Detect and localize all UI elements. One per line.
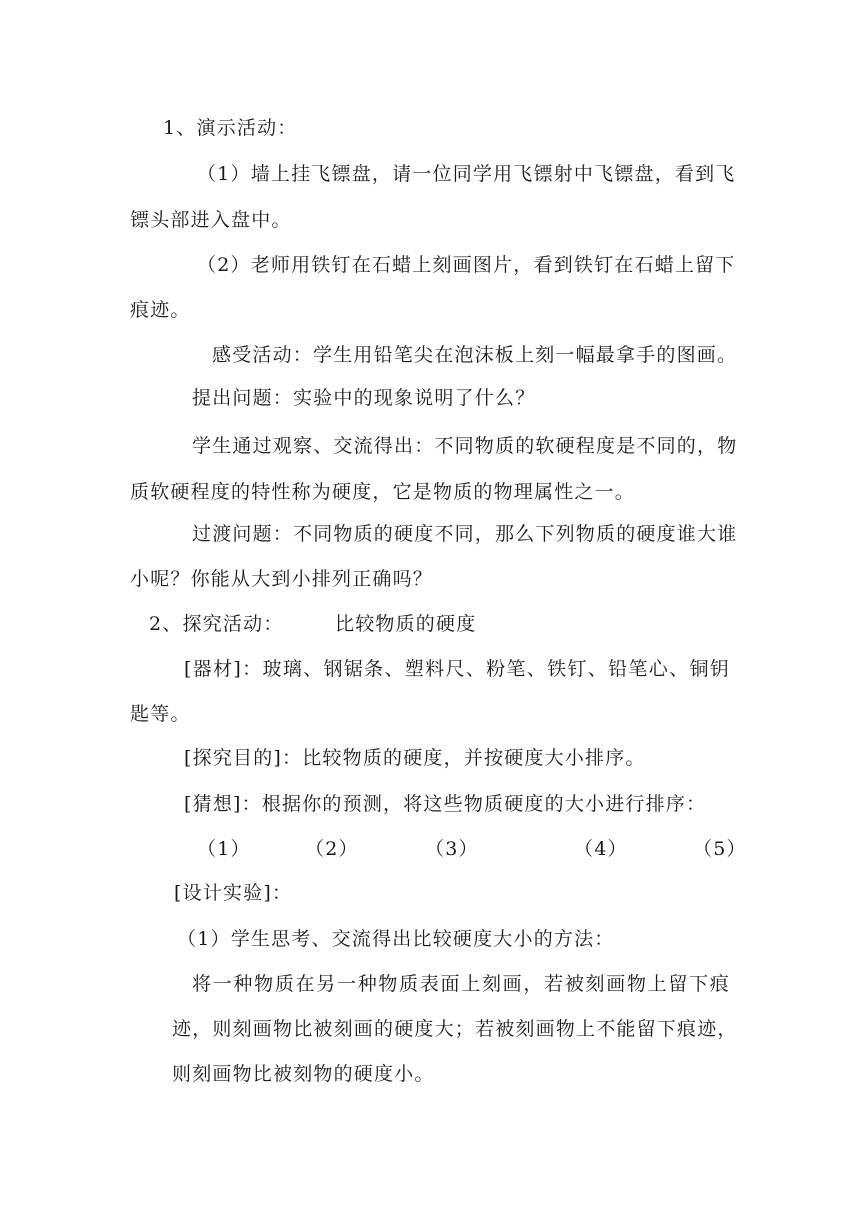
method-line-1: 将一种物质在另一种物质表面上刻画，若被刻画物上留下痕 — [192, 973, 730, 995]
section-1-title: 1、演示活动： — [163, 117, 298, 139]
rank-slot: （4） — [574, 838, 628, 860]
rank-slot: （3） — [425, 838, 479, 860]
demo-1-line-2: 镖头部进入盘中。 — [130, 209, 292, 231]
conclusion-line-2: 质软硬程度的特性称为硬度，它是物质的物理属性之一。 — [130, 481, 636, 503]
method-line-2: 迹，则刻画物比被刻画的硬度大；若被刻画物上不能留下痕迹， — [172, 1018, 738, 1040]
guess: [猜想]：根据你的预测，将这些物质硬度的大小进行排序： — [184, 793, 707, 815]
rank-slot: （5） — [693, 838, 747, 860]
conclusion-line-1: 学生通过观察、交流得出：不同物质的软硬程度是不同的，物 — [192, 435, 738, 457]
demo-2-line-1: （2）老师用铁钉在石蜡上刻画图片，看到铁钉在石蜡上留下 — [197, 254, 736, 276]
transition-line-1: 过渡问题：不同物质的硬度不同，那么下列物质的硬度谁大谁 — [192, 523, 738, 545]
rank-slot: （2） — [305, 838, 359, 860]
transition-line-2: 小呢？你能从大到小排列正确吗？ — [130, 568, 434, 590]
demo-1-line-1: （1）墙上挂飞镖盘，请一位同学用飞镖射中飞镖盘，看到飞 — [197, 163, 736, 185]
question: 提出问题：实验中的现象说明了什么？ — [192, 387, 536, 409]
method-title: （1）学生思考、交流得出比较硬度大小的方法： — [177, 928, 615, 950]
feel-activity: 感受活动：学生用铅笔尖在泡沫板上刻一幅最拿手的图画。 — [212, 344, 738, 366]
materials-line-2: 匙等。 — [130, 703, 191, 725]
section-2-label: 2、探究活动： — [149, 613, 284, 635]
demo-2-line-2: 痕迹。 — [130, 299, 191, 321]
purpose: [探究目的]：比较物质的硬度，并按硬度大小排序。 — [184, 747, 646, 769]
design-title: [设计实验]： — [174, 882, 293, 904]
materials-line-1: [器材]：玻璃、钢锯条、塑料尺、粉笔、铁钉、铅笔心、铜钥 — [184, 658, 730, 680]
method-line-3: 则刻画物比被刻物的硬度小。 — [172, 1063, 435, 1085]
rank-slot: （1） — [197, 838, 251, 860]
section-2-topic: 比较物质的硬度 — [335, 613, 477, 635]
